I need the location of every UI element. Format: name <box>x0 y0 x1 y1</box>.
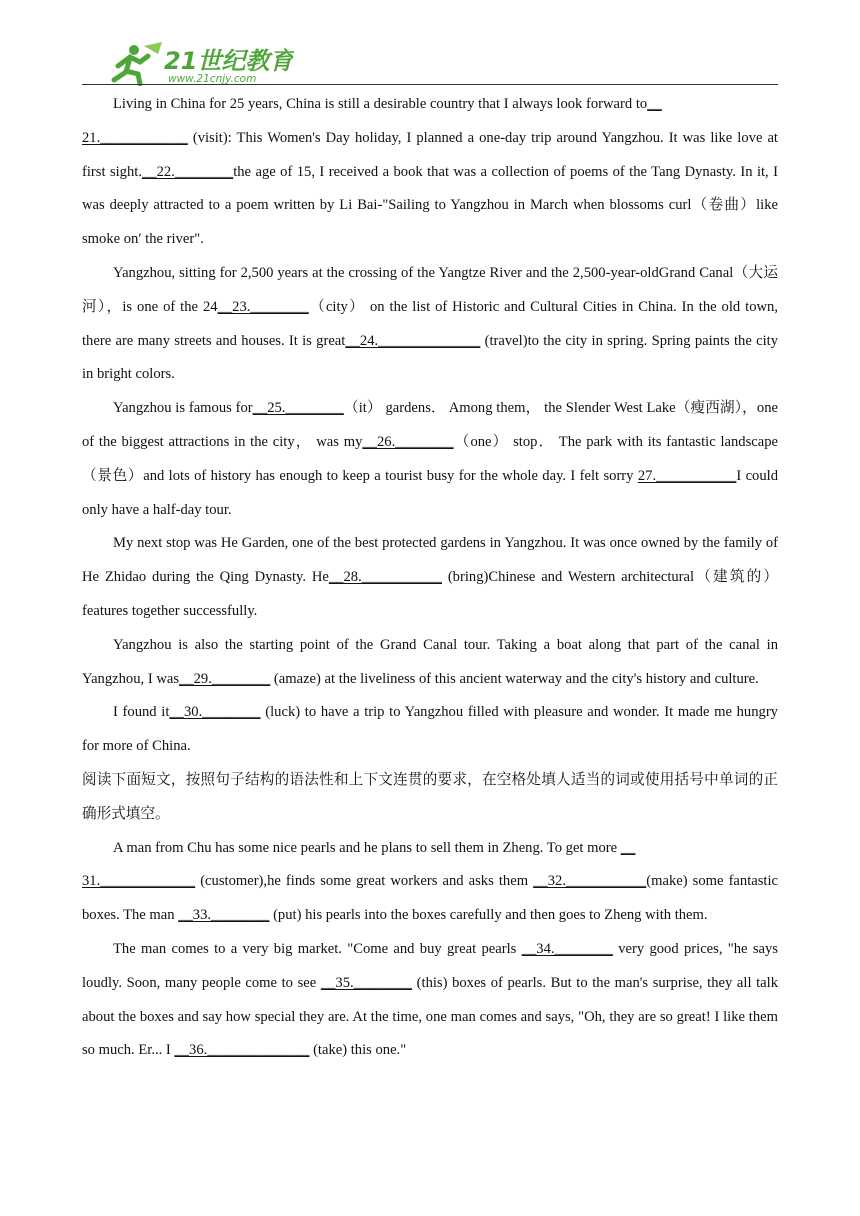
text: (customer),he finds some great workers and asks them <box>195 873 534 890</box>
passage2-paragraph-1 <box>82 832 778 933</box>
passage1-paragraph-6 <box>82 696 778 764</box>
text: I found it <box>113 704 170 721</box>
header-rule <box>82 84 778 85</box>
passage1-paragraph-5 <box>82 629 778 697</box>
passage1-paragraph-4 <box>82 527 778 628</box>
text: (put) his pearls into the boxes carefully and then goes to Zheng with them. <box>269 907 708 924</box>
text: (visit): This Women's Day holiday, I planned a one-day trip around Yangzhou. It was like love at first sight. <box>82 129 778 180</box>
passage2-paragraph-2 <box>82 933 778 1068</box>
text: (luck) to have a trip to Yangzhou filled with pleasure and wonder. It made me hungry for more of China. <box>82 704 778 755</box>
blank-28[interactable]: __28.___________ <box>328 569 442 586</box>
blank-26[interactable]: __26.________ <box>362 433 454 450</box>
blank-32[interactable]: __32.___________ <box>533 873 647 890</box>
blank-35[interactable]: __35.________ <box>320 974 413 991</box>
text: the age of 15, I received a book that was a collection of poems of the Tang Dynasty. In it, I was deeply attracted to a poem written by Li Bai-"Sailing to Yangzhou in March when blossoms curl（卷曲）like smoke on′ the river". <box>82 163 778 248</box>
passage1-paragraph-2 <box>82 257 778 392</box>
text: (amaze) at the liveliness of this ancient waterway and the city's history and culture. <box>270 670 759 687</box>
text: A man from Chu has some nice pearls and he plans to sell them in Zheng. To get more <box>113 839 621 856</box>
text: (bring)Chinese and Western architectural（建筑的）features together successfully. <box>82 569 778 619</box>
logo-21cnjy <box>104 40 294 86</box>
blank-30[interactable]: __30.________ <box>169 704 261 721</box>
passage1-paragraph-3 <box>82 392 778 527</box>
text: (this) boxes of pearls. But to the man's surprise, they all talk about the boxes and say how special they are. At the time, one man comes and says, "Oh, they are so great! I like them so much. Er... I <box>82 974 778 1059</box>
blank-34[interactable]: __34.________ <box>521 940 613 957</box>
blank-25[interactable]: __25.________ <box>252 400 344 417</box>
text: Yangzhou, sitting for 2,500 years at the crossing of the Yangtze River and the 2,500-year-oldGrand Canal（大运河），is one of the 24 <box>82 264 778 315</box>
text: (travel)to the city in spring. Spring paints the city in bright colors. <box>82 332 778 383</box>
page-header <box>82 38 778 86</box>
blank-24[interactable]: __24.______________ <box>345 332 481 349</box>
text: Yangzhou is famous for <box>113 400 253 417</box>
text: Yangzhou is also the starting point of the Grand Canal tour. Taking a boat along that part of the canal in Yangzhou, I was <box>82 636 778 687</box>
document-body <box>82 88 778 1068</box>
blank-23[interactable]: __23.________ <box>217 298 309 315</box>
text: (make) some fantastic boxes. The man <box>82 873 778 924</box>
blank-29[interactable]: __29.________ <box>179 670 271 687</box>
blank-36[interactable]: __36.______________ <box>174 1042 310 1059</box>
text: Living in China for 25 years, China is still a desirable country that I always look forward to <box>113 96 648 112</box>
text: My next stop was He Garden, one of the best protected gardens in Yangzhou. It was once owned by the family of He Zhidao during the Qing Dynasty. He <box>82 535 778 586</box>
logo-url: www.21cnjy.com <box>168 73 257 85</box>
text: （city） on the list of Historic and Cultural Cities in China. In the old town, there are many streets and houses. It is great <box>82 298 778 349</box>
text: （one） stop． The park with its fantastic landscape（景色）and lots of history has enough to keep a tourist busy for the whole day. I felt sorry <box>82 433 778 484</box>
text: （it） gardens． Among them， the Slender West Lake（瘦西湖），one of the biggest attractions in the city， was my <box>82 400 778 450</box>
text: I could only have a half-day tour. <box>82 467 779 518</box>
blank-27[interactable]: 27.___________ <box>637 467 737 484</box>
logo-title: 21世纪教育 <box>164 47 294 75</box>
text: very good prices, "he says loudly. Soon, many people come to see <box>82 940 778 991</box>
blank-22[interactable]: __22.________ <box>141 163 234 180</box>
instructions-text: 阅读下面短文，按照句子结构的语法性和上下文连贯的要求，在空格处填人适当的词或使用括号中单词的正确形式填空。 <box>82 771 778 822</box>
blank-21[interactable]: __ 21.____________ <box>82 96 662 146</box>
text: (take) this one." <box>309 1042 407 1059</box>
instructions <box>82 764 778 832</box>
blank-33[interactable]: __33.________ <box>178 907 270 924</box>
blank-31[interactable]: __ 31._____________ <box>82 839 636 890</box>
passage1-paragraph-1 <box>82 88 778 257</box>
text: The man comes to a very big market. "Come and buy great pearls <box>113 940 522 957</box>
